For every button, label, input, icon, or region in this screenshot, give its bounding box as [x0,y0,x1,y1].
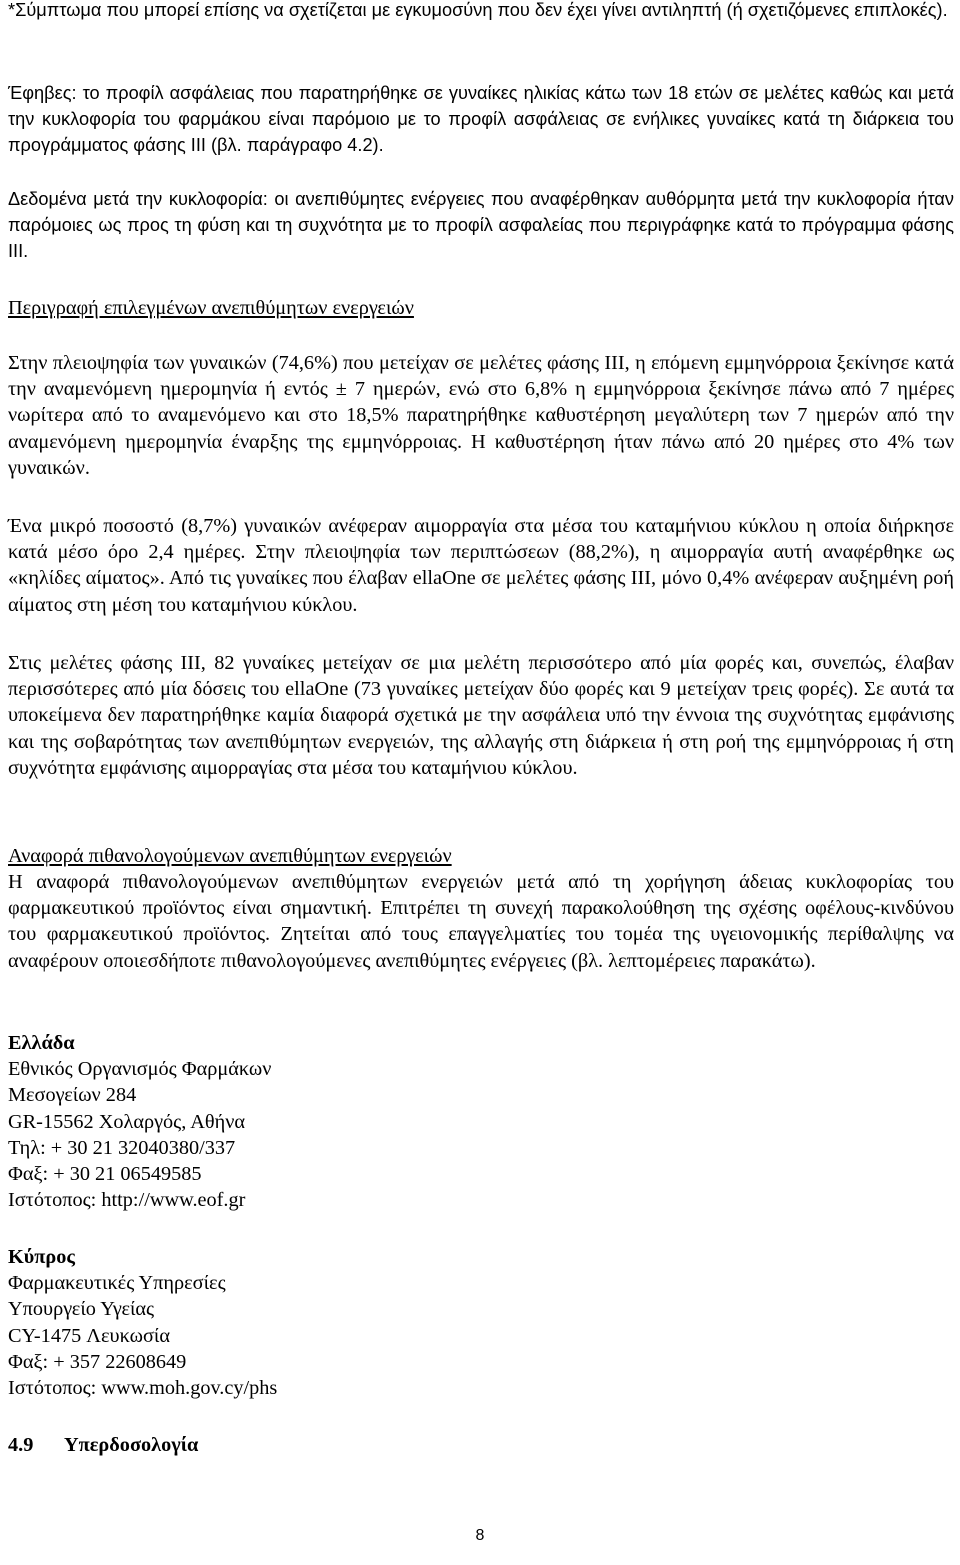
bleeding-paragraph: Ένα μικρό ποσοστό (8,7%) γυναικών ανέφεραν αιμορραγία στα μέσα του καταμήνιου κύκλου η οποία διήρκησε κατά μέσο όρο 2,4 ημέρες. Στην πλειοψηφία των περιπτώσεων (88,2%), η αιμορραγία αυτή αναφέρθηκε ως «κηλίδες αίματος». Από τις γυναίκες που έλαβαν ellaOne σε μελέτες φάσης III, μόνο 0,4% ανέφεραν αυξημένη ροή αίματος στη μέση του καταμήνιου κύκλου. [8,515,954,616]
menstruation-paragraph: Στην πλειοψηφία των γυναικών (74,6%) που μετείχαν σε μελέτες φάσης III, η επόμενη εμμηνόρροια ξεκίνησε κατά την αναμενόμενη ημερομηνία ή εντός ± 7 ημερών, ενώ στο 6,8% η εμμηνόρροια ξεκίνησε πάνω από 7 ημέρες νωρίτερα από το αναμενόμενο και στο 18,5% παρατηρήθηκε καθυστέρηση μεγαλύτερη των 7 ημερών από την αναμενόμενη ημερομηνία έναρξης της εμμηνόρροιας. Η καθυστέρηση ήταν πάνω από 20 ημέρες στο 4% των γυναικών. [8,352,954,479]
greece-country-heading: Ελλάδα [8,1032,75,1054]
selected-reactions-heading: Περιγραφή επιλεγμένων ανεπιθύμητων ενεργειών [8,297,414,319]
cyprus-city: CY-1475 Λευκωσία [8,1324,170,1347]
section-title: Υπερδοσολογία [64,1434,199,1456]
repeat-use-paragraph: Στις μελέτες φάσης III, 82 γυναίκες μετείχαν σε μια μελέτη περισσότερο από μία φορές και, συνεπώς, έλαβαν περισσότερες από μία δόσεις του ellaOne (73 γυναίκες μετείχαν δύο φορές και 9 μετείχαν τρεις φορές). Σε αυτά τα υποκείμενα δεν παρατηρήθηκε καμία διαφορά σχετικά με την ασφάλεια υπό την έννοια της συχνότητας εμφάνισης και της σοβαρότητας των ανεπιθύμητων ενεργειών, της αλλαγής στη διάρκεια ή στη ροή της εμμηνόρροιας ή στη συχνότητα εμφάνισης αιμορραγίας στα μέσα του καταμήνιου κύκλου. [8,652,954,779]
greece-city: GR-15562 Χολαργός, Αθήνα [8,1110,245,1133]
footnote-pregnancy: *Σύμπτωμα που μπορεί επίσης να σχετίζεται με εγκυμοσύνη που δεν έχει γίνει αντιληπτή (ή σχετιζόμενες επιπλοκές). [8,0,948,20]
adolescents-paragraph: Έφηβες: το προφίλ ασφάλειας που παρατηρήθηκε σε γυναίκες ηλικίας κάτω των 18 ετών σε μελέτες καθώς και μετά την κυκλοφορία του φαρμάκου είναι παρόμοιο με το προφίλ ασφάλειας σε ενήλικες γυναίκες κατά τη διάρκεια του προγράμματος φάσης III (βλ. παράγραφο 4.2). [8,83,954,156]
cyprus-ministry: Υπουργείο Υγείας [8,1298,155,1321]
reporting-heading: Αναφορά πιθανολογούμενων ανεπιθύμητων ενεργειών [8,845,452,867]
section-heading-overdose [8,1432,954,1458]
cyprus-fax: Φαξ: + 357 22608649 [8,1350,187,1373]
section-number: 4.9 [8,1434,34,1456]
page-number: 8 [475,1527,485,1544]
greece-organisation: Εθνικός Οργανισμός Φαρμάκων [8,1058,272,1081]
greece-contact-block [8,1030,954,1213]
greece-fax: Φαξ: + 30 21 06549585 [8,1163,202,1186]
cyprus-organisation: Φαρμακευτικές Υπηρεσίες [8,1272,226,1295]
greece-website[interactable]: Ιστότοπος: http://www.eof.gr [8,1189,246,1212]
greece-street: Μεσογείων 284 [8,1084,137,1107]
postmarketing-paragraph: Δεδομένα μετά την κυκλοφορία: οι ανεπιθύμητες ενέργειες που αναφέρθηκαν αυθόρμητα μετά την κυκλοφορία ήταν παρόμοιες ως προς τη φύση και τη συχνότητα με το προφίλ ασφαλείας που περιγράφηκε κατά το πρόγραμμα φάσης III. [8,189,954,262]
greece-phone: Τηλ: + 30 21 32040380/337 [8,1136,236,1159]
cyprus-country-heading: Κύπρος [8,1246,75,1268]
cyprus-website[interactable]: Ιστότοπος: www.moh.gov.cy/phs [8,1377,278,1400]
reporting-paragraph: Η αναφορά πιθανολογούμενων ανεπιθύμητων ενεργειών μετά από τη χορήγηση άδειας κυκλοφορίας του φαρμακευτικού προϊόντος είναι σημαντική. Επιτρέπει τη συνεχή παρακολούθηση της σχέσης οφέλους-κινδύνου του φαρμακευτικού προϊόντος. Ζητείται από τους επαγγελματίες του τομέα της υγειονομικής περίθαλψης να αναφέρουν οποιεσδήποτε πιθανολογούμενες ανεπιθύμητες ενέργειες (βλ. λεπτομέρειες παρακάτω). [8,871,954,972]
cyprus-contact-block [8,1244,954,1401]
